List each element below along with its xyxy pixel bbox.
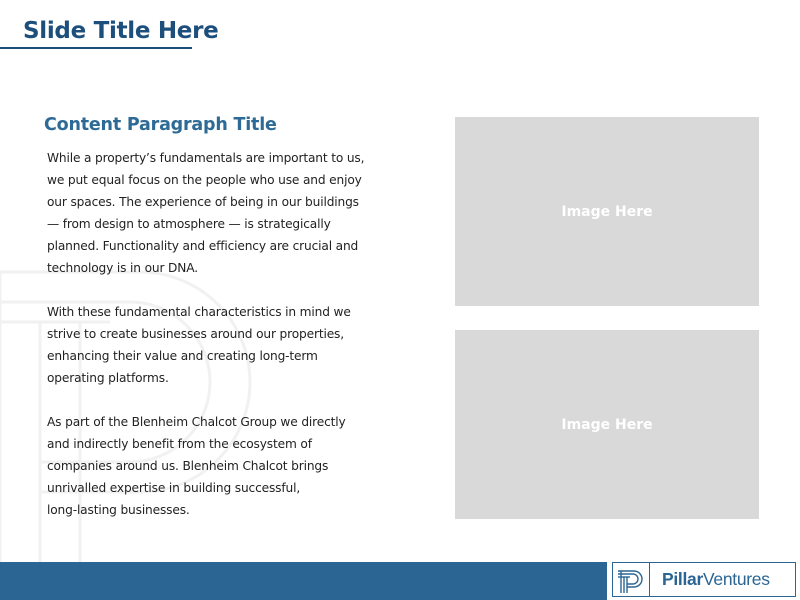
content-body (47, 147, 367, 543)
logo-wordmark (650, 569, 770, 590)
content-paragraph-title: Content Paragraph Title (44, 115, 277, 135)
slide-title: Slide Title Here (23, 18, 219, 44)
image-placeholder-label: Image Here (561, 203, 653, 220)
paragraph-line: — from design to atmosphere — is strategically (47, 217, 331, 231)
paragraph-line: we put equal focus on the people who use and enjoy (47, 173, 362, 187)
paragraph-line: While a property’s fundamentals are important to us, (47, 151, 365, 165)
pillar-ventures-logo (612, 562, 796, 597)
image-placeholder-label: Image Here (561, 416, 653, 433)
paragraph-line: our spaces. The experience of being in our buildings (47, 195, 359, 209)
paragraph-line: long-lasting businesses. (47, 503, 190, 517)
paragraph-line: As part of the Blenheim Chalcot Group we directly (47, 415, 346, 429)
paragraph-line: unrivalled expertise in building successful, (47, 481, 301, 495)
paragraph-3 (47, 411, 367, 521)
paragraph-line: enhancing their value and creating long-term (47, 349, 318, 363)
image-placeholder-bottom (455, 330, 759, 519)
paragraph-line: technology is in our DNA. (47, 261, 198, 275)
paragraph-line: strive to create businesses around our properties, (47, 327, 344, 341)
title-underline (0, 47, 192, 49)
paragraph-line: operating platforms. (47, 371, 169, 385)
footer-bar (0, 562, 607, 600)
image-placeholder-top (455, 117, 759, 306)
paragraph-line: companies around us. Blenheim Chalcot brings (47, 459, 329, 473)
paragraph-line: With these fundamental characteristics in mind we (47, 305, 351, 319)
paragraph-1 (47, 147, 367, 279)
pillar-logo-icon (613, 563, 650, 596)
logo-text-light: Ventures (703, 569, 770, 589)
paragraph-line: planned. Functionality and efficiency are crucial and (47, 239, 359, 253)
paragraph-line: and indirectly benefit from the ecosystem of (47, 437, 312, 451)
logo-text-bold: Pillar (662, 569, 704, 589)
paragraph-2 (47, 301, 367, 389)
